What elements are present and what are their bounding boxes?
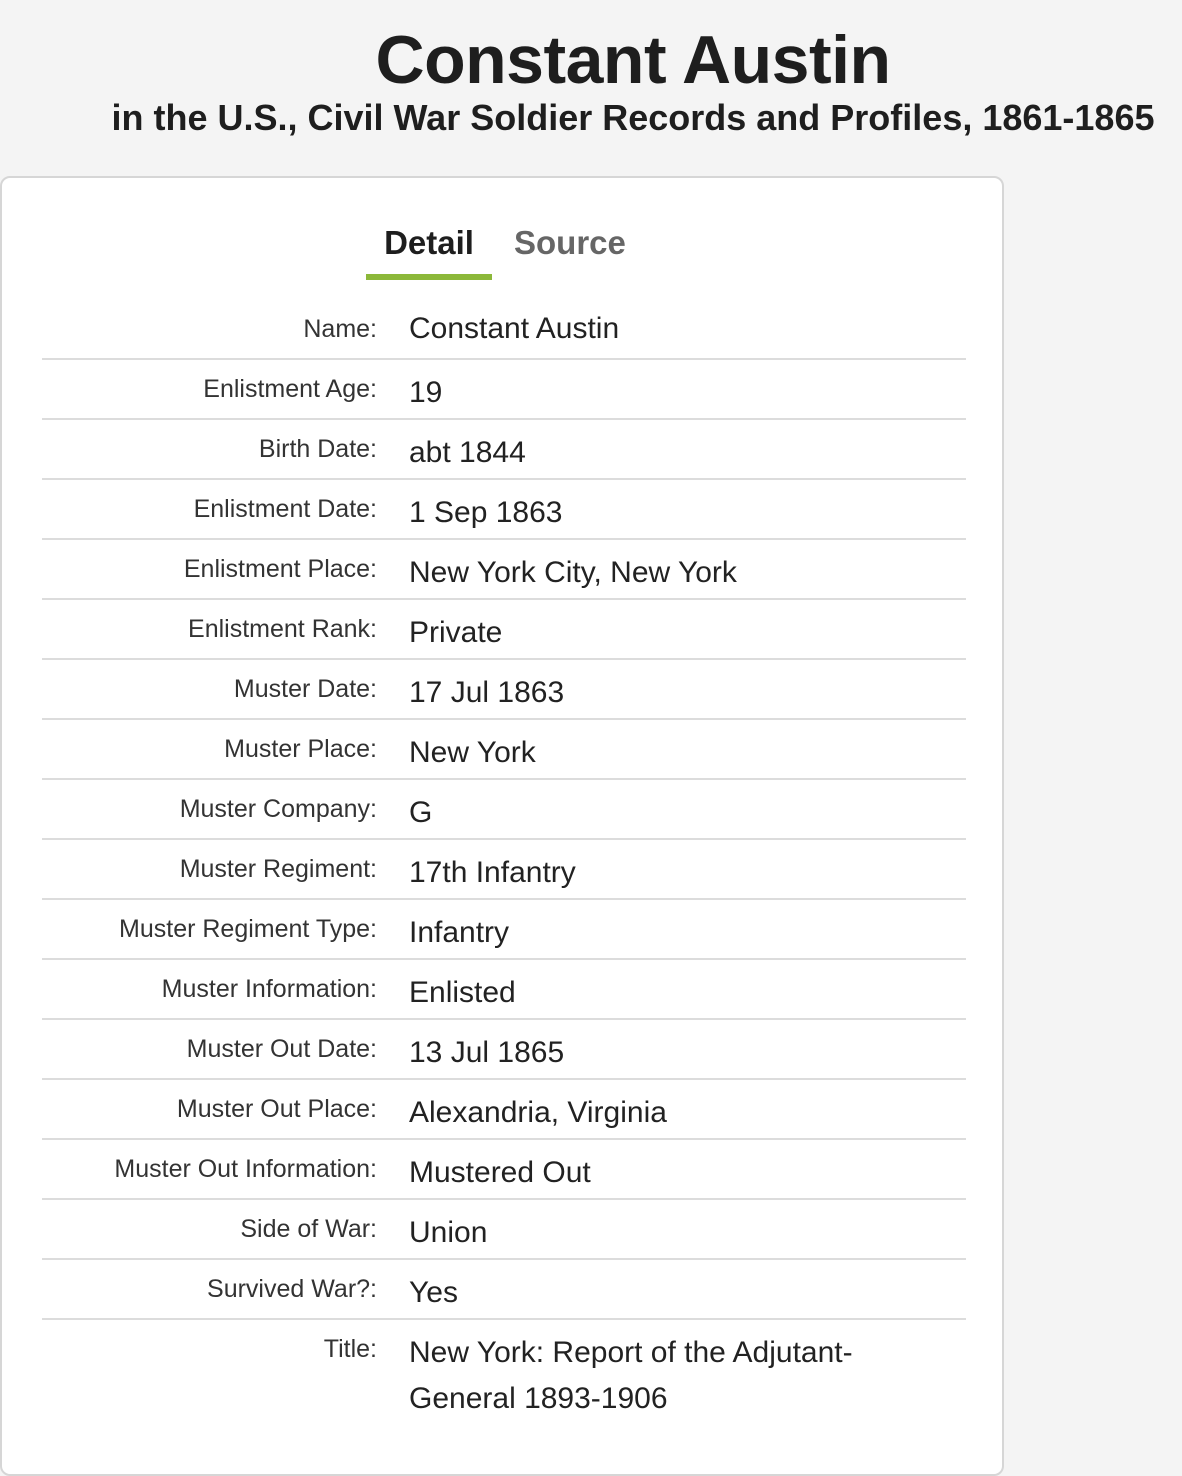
collection-title: in the U.S., Civil War Soldier Records and Profiles, 1861-1865 (111, 97, 1155, 138)
field-row-muster-information (42, 960, 966, 1020)
field-row-enlistment-date (42, 480, 966, 540)
person-name-heading: Constant Austin (375, 22, 891, 98)
record-card (0, 176, 1004, 1476)
field-label: Survived War?: (207, 1275, 377, 1303)
field-row-muster-out-information (42, 1140, 966, 1200)
field-row-enlistment-rank (42, 600, 966, 660)
field-label: Enlistment Rank: (188, 615, 377, 643)
field-label: Muster Place: (224, 735, 377, 763)
field-row-muster-regiment (42, 840, 966, 900)
field-value: G (409, 796, 433, 829)
field-label: Muster Regiment Type: (119, 915, 377, 943)
field-value: 1 Sep 1863 (409, 496, 563, 529)
tab-source[interactable]: Source (514, 224, 626, 261)
field-label: Enlistment Date: (193, 495, 377, 523)
field-value: Mustered Out (409, 1156, 591, 1189)
field-label: Muster Out Place: (176, 1095, 377, 1123)
tab-detail[interactable]: Detail (366, 218, 492, 268)
field-value: New York: Report of the Adjutant-General 1893-1906 (409, 1336, 853, 1415)
field-label: Side of War: (240, 1215, 377, 1243)
field-label: Title: (323, 1335, 377, 1363)
field-row-muster-regiment-type (42, 900, 966, 960)
field-row-name (42, 300, 966, 360)
field-row-enlistment-place (42, 540, 966, 600)
record-fields-table (42, 300, 966, 1430)
field-value: 17th Infantry (409, 856, 576, 889)
field-label: Name: (303, 315, 377, 343)
field-value: Union (409, 1216, 488, 1249)
page-header (0, 0, 1182, 176)
field-label: Muster Regiment: (179, 855, 377, 883)
field-value: 13 Jul 1865 (409, 1036, 565, 1069)
field-row-title (42, 1320, 966, 1430)
field-label: Muster Information: (161, 975, 377, 1003)
field-row-birth-date (42, 420, 966, 480)
field-value: Infantry (409, 916, 510, 949)
field-row-survived-war (42, 1260, 966, 1320)
field-row-enlistment-age (42, 360, 966, 420)
field-row-muster-date (42, 660, 966, 720)
field-label: Muster Company: (179, 795, 377, 823)
field-value: New York City, New York (409, 556, 737, 589)
field-value: New York (409, 736, 536, 769)
field-value: 19 (409, 376, 443, 409)
field-value: Yes (409, 1276, 458, 1309)
field-row-muster-out-place (42, 1080, 966, 1140)
field-value: Private (409, 616, 503, 649)
field-value: abt 1844 (409, 436, 526, 469)
record-tabs (2, 218, 1006, 280)
field-label: Enlistment Place: (183, 555, 377, 583)
field-value: Alexandria, Virginia (409, 1096, 667, 1129)
field-row-muster-company (42, 780, 966, 840)
field-row-muster-out-date (42, 1020, 966, 1080)
field-row-side-of-war (42, 1200, 966, 1260)
field-value: Constant Austin (409, 312, 620, 345)
field-label: Muster Out Information: (114, 1155, 377, 1183)
field-value: 17 Jul 1863 (409, 676, 565, 709)
field-label: Muster Out Date: (186, 1035, 377, 1063)
field-label: Birth Date: (258, 435, 377, 463)
field-value: Enlisted (409, 976, 516, 1009)
field-label: Muster Date: (233, 675, 377, 703)
field-row-muster-place (42, 720, 966, 780)
field-label: Enlistment Age: (203, 375, 377, 403)
